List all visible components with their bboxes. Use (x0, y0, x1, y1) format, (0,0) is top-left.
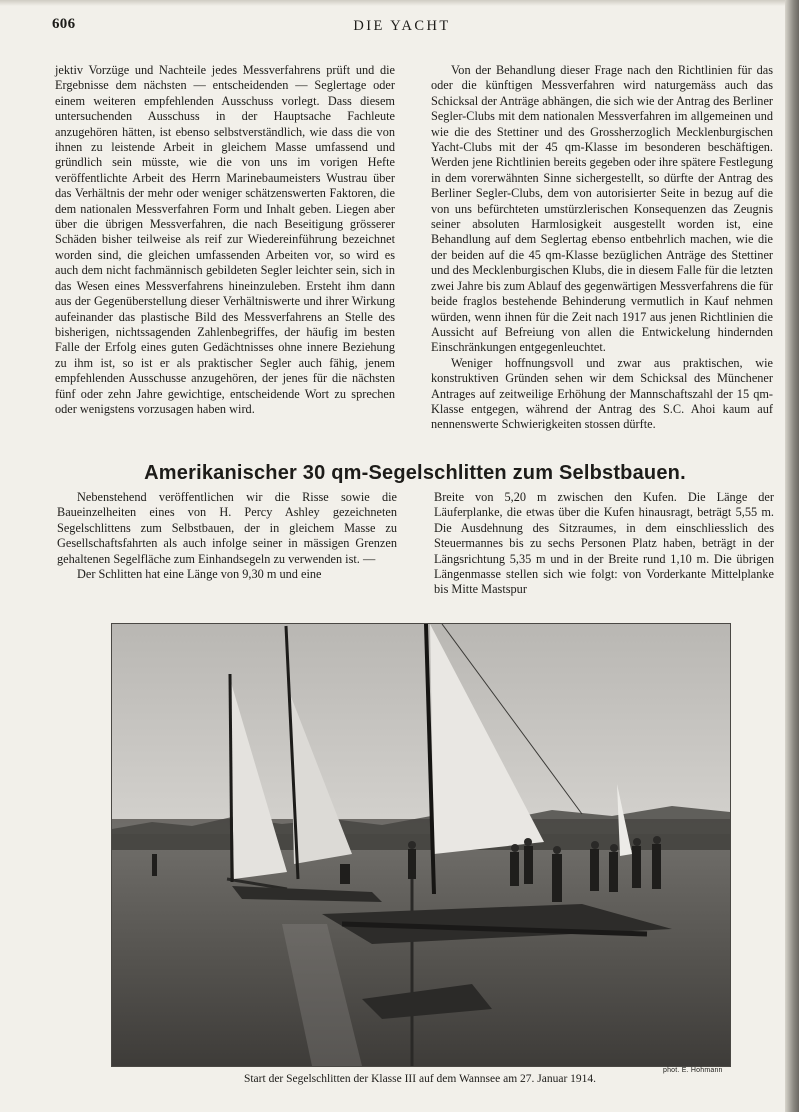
photo-credit: phot. E. Hohmann (663, 1067, 723, 1074)
column-top-right (431, 63, 773, 433)
page-number: 606 (52, 16, 76, 32)
paragraph: Von der Behandlung dieser Frage nach den Richtlinien für das oder die künftigen Messverfahren wird naturgemäss auch das Schicksal der Anträge abhängen, die sich wie der Antrag des Berliner Segler-Clubs mit dem nationalen Messverfahren im allgemeinen und wie die des Stettiner und des Grossherzoglich Mecklenburgischen Yacht-Clubs mit der 45 qm-Klasse im besonderen beschäftigen. Werden jene Richtlinien bereits gegeben oder ihre spätere Festlegung in dem vorerwähnten Sinne sichergestellt, so dürfte der Antrag des Berliner Segler-Clubs, dem von autorisierter Seite in bezug auf die von uns befürchteten umstürzlerischen Konsequenzen das Zeugnis seiner absoluten Harmlosigkeit ausgestellt worden ist, eine Behandlung auf dem Seglertag ebenso entbehrlich machen, wie die der beiden auf die 45 qm-Klasse bezüglichen Anträge des Stettiner und des Mecklenburgischen Klubs, die in diesem Falle für die letzten zwei Jahre bis zum Ablauf des gegenwärtigen Messverfahrens die für beide fraglos bestehende Behinderung vermutlich in Kauf nehmen würden, wenn ihnen für die Zeit nach 1917 aus jenen Richtlinien die Aussicht auf Befreiung von allen die Entwickelung hindernden Einschränkungen entgegenleuchtet. (431, 63, 773, 355)
column-top-left (55, 63, 395, 417)
scan-shadow-top (0, 0, 799, 6)
paragraph: jektiv Vorzüge und Nachteile jedes Messverfahrens prüft und die Ergebnisse dem nächsten — entscheidenden — Seglertage oder einem weiteren empfehlenden Ausschuss vorlegt. Dass diesem untersuchenden Ausschuss in der Hauptsache Fachleute anzugehören hätten, ist ebenso selbstverständlich, wie dass die von ihnen zu leistende Arbeit in gleichem Masse umfassend und gründlich sein müsste, wie die von uns im vorigen Hefte veröffentlichte Arbeit des Herrn Marinebaumeisters Wustrau über das Verhältnis der mehr oder weniger schätzenswerten Faktoren, die dem nationalen Messverfahren Form und Inhalt geben. Liegen aber über die übrigen Messverfahren, die nach Beseitigung grösserer Schäden bisher teilweise als reif zur Wiedereinführung bezeichnet worden sind, die gleichen umfassenden Arbeiten vor, so wird es auch dem nicht fachmännisch gebildeten Segler leichter sein, sich in das Wesen eines Messverfahrens hineinzuleben. Ersteht ihm dann aus der Gegenüberstellung dieser Verhältniswerte und ihrer Wirkung aufeinander das plastische Bild des Messverfahrens an Stelle des bisherigen, nichtssagenden Zahlenbegriffes, der häufig im besten Falle der Erfolg eines guten Gedächtnisses ohne innere Beziehung zu ihm ist, so ist er als praktischer Segler auch fähig, jenem empfehlenden Ausschusse anzugehören, der jenes für die nächsten fünf oder zehn Jahre gewichtige, entscheidende Wort zu sprechen oder wenigstens vorzusagen haben wird. (55, 63, 395, 416)
paragraph: Weniger hoffnungsvoll und zwar aus praktischen, wie konstruktiven Gründen sehen wir dem Schicksal des Münchener Antrages auf zeitweilige Erhöhung der Mannschaftszahl der 15 qm-Klasse entgegen, während der Antrag des S.C. Ahoi kaum auf nennenswerte Schwierigkeiten stossen dürfte. (431, 355, 773, 432)
ice-yacht-photo (111, 623, 731, 1067)
scan-binding-edge (785, 0, 799, 1112)
running-title: DIE YACHT (353, 18, 451, 34)
photo-caption: Start der Segelschlitten der Klasse III auf dem Wannsee am 27. Januar 1914. (243, 1073, 597, 1085)
page-header (52, 14, 752, 40)
article-title: Amerikanischer 30 qm-Segelschlitten zum Selbstbauen. (144, 462, 686, 484)
paragraph: Der Schlitten hat eine Länge von 9,30 m und eine (77, 567, 322, 582)
paragraph: Breite von 5,20 m zwischen den Kufen. Die Länge der Läuferplanke, die etwas über die Kufen hinausragt, beträgt 5,55 m. Die Ausdehnung des Sitzraumes, in dem einschliesslich des Steuermannes bis zu sechs Personen Platz haben, beträgt in der Längsrichtung 5,35 m und in der Breite rund 1,10 m. Die übrigen Längenmasse stellen sich wie folgt: von Vorderkante Mittelplanke bis Mitte Mastspur (434, 490, 774, 597)
paragraph: Nebenstehend veröffentlichen wir die Risse sowie die Baueinzelheiten eines von H. Percy Ashley gezeichneten Segelschlittens zum Selbstbauen, der in gleichem Masse zu Gesellschaftsfahrten als auch infolge seiner in mässigen Grenzen gehaltenen Segelfläche zum Einhandsegeln zu verwenden ist. — (57, 490, 397, 566)
article-column-left (57, 490, 397, 582)
article-column-right (434, 490, 774, 598)
